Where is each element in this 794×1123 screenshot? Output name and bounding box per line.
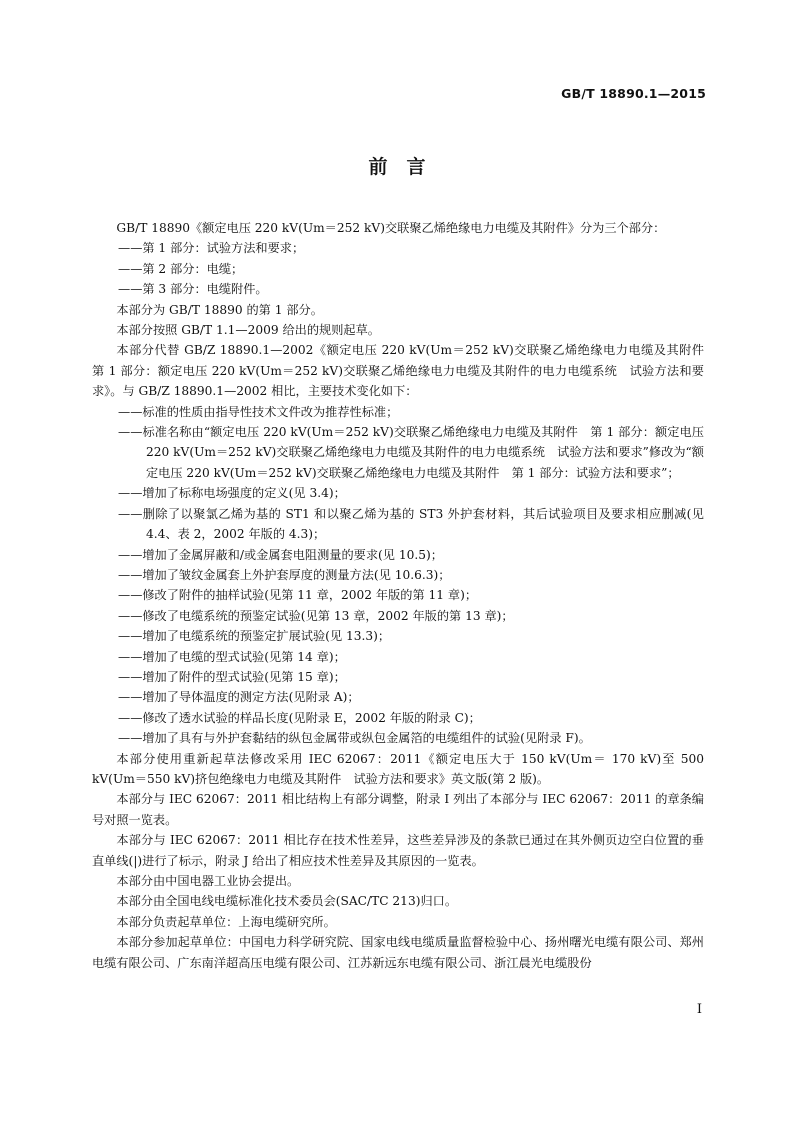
list-item: ——标准的性质由指导性技术文件改为推荐性标准； <box>118 404 399 419</box>
list-item: ——增加了附件的型式试验(见第 15 章)； <box>118 669 346 684</box>
list-item: ——增加了标称电场强度的定义(见 3.4)； <box>118 486 346 501</box>
paragraph: 本部分由全国电线电缆标准化技术委员会(SAC/TC 213)归口。 <box>116 894 458 909</box>
paragraph: 本部分使用重新起草法修改采用 IEC 62067：2011《额定电压大于 150 kV(Um＝ 170 kV)至 500 kV(Um＝550 kV)挤包绝缘电力电缆及其附件 试验方法和要求》英文版(第 2 版)。 <box>92 751 704 786</box>
document-body <box>92 218 717 973</box>
list-item: ——修改了附件的抽样试验(见第 11 章，2002 年版的第 11 章)； <box>118 588 478 603</box>
list-item: ——删除了以聚氯乙烯为基的 ST1 和以聚乙烯为基的 ST3 外护套材料，其后试验项目及要求相应删减(见 4.4、表 2，2002 年版的 4.3)； <box>118 506 704 542</box>
paragraph: 本部分为 GB/T 18890 的第 1 部分。 <box>116 302 323 317</box>
paragraph: 本部分参加起草单位：中国电力科学研究院、国家电线电缆质量监督检验中心、扬州曙光电缆有限公司、郑州电缆有限公司、广东南洋超高压电缆有限公司、江苏新远东电缆有限公司、浙江晨光电缆股份 <box>92 935 704 970</box>
paragraph: 本部分与 IEC 62067：2011 相比存在技术性差异，这些差异涉及的条款已通过在其外侧页边空白位置的垂直单线(|)进行了标示，附录 J 给出了相应技术性差异及其原因的一览表。 <box>92 833 704 868</box>
paragraph: GB/T 18890《额定电压 220 kV(Um＝252 kV)交联聚乙烯绝缘电力电缆及其附件》分为三个部分： <box>116 221 666 235</box>
document-code: GB/T 18890.1—2015 <box>561 86 706 101</box>
list-item: ——修改了电缆系统的预鉴定试验(见第 13 章，2002 年版的第 13 章)； <box>118 608 514 623</box>
page-number: I <box>696 1002 702 1017</box>
paragraph: 本部分按照 GB/T 1.1—2009 给出的规则起草。 <box>116 323 380 338</box>
paragraph: 本部分与 IEC 62067：2011 相比结构上有部分调整，附录 I 列出了本部分与 IEC 62067：2011 的章条编号对照一览表。 <box>92 792 704 827</box>
list-item: ——标准名称由“额定电压 220 kV(Um＝252 kV)交联聚乙烯绝缘电力电缆及其附件 第 1 部分：额定电压 220 kV(Um＝252 kV)交联聚乙烯绝缘电力电缆及其附件的电力电缆系统 试验方法和要求”修改为“额定电压 220 kV(Um＝252 kV)交联聚乙烯绝缘电力电缆及其附件 第 1 部分：试验方法和要求”； <box>118 425 704 480</box>
list-item: ——增加了皱纹金属套上外护套厚度的测量方法(见 10.6.3)； <box>118 567 451 582</box>
list-item: ——增加了电缆的型式试验(见第 14 章)； <box>118 649 346 664</box>
list-item: ——增加了电缆系统的预鉴定扩展试验(见 13.3)； <box>118 629 391 644</box>
list-item: ——第 1 部分：试验方法和要求； <box>118 241 305 256</box>
paragraph: 本部分由中国电器工业协会提出。 <box>116 874 300 888</box>
paragraph: 本部分负责起草单位：上海电缆研究所。 <box>116 914 336 929</box>
list-item: ——修改了透水试验的样品长度(见附录 E，2002 年版的附录 C)； <box>118 710 481 725</box>
list-item: ——增加了金属屏蔽和/或金属套电阻测量的要求(见 10.5)； <box>118 547 443 562</box>
list-item: ——第 2 部分：电缆； <box>118 261 244 276</box>
list-item: ——第 3 部分：电缆附件。 <box>118 282 268 297</box>
list-item: ——增加了具有与外护套黏结的纵包金属带或纵包金属箔的电缆组件的试验(见附录 F)。 <box>118 731 591 746</box>
page-title: 前 言 <box>368 156 426 178</box>
paragraph: 本部分代替 GB/Z 18890.1—2002《额定电压 220 kV(Um＝252 kV)交联聚乙烯绝缘电力电缆及其附件 第 1 部分：额定电压 220 kV(Um＝252 kV)交联聚乙烯绝缘电力电缆及其附件的电力电缆系统 试验方法和要求》。与 GB/Z 18890.1—2002 相比，主要技术变化如下： <box>92 343 717 399</box>
list-item: ——增加了导体温度的测定方法(见附录 A)； <box>118 690 360 705</box>
